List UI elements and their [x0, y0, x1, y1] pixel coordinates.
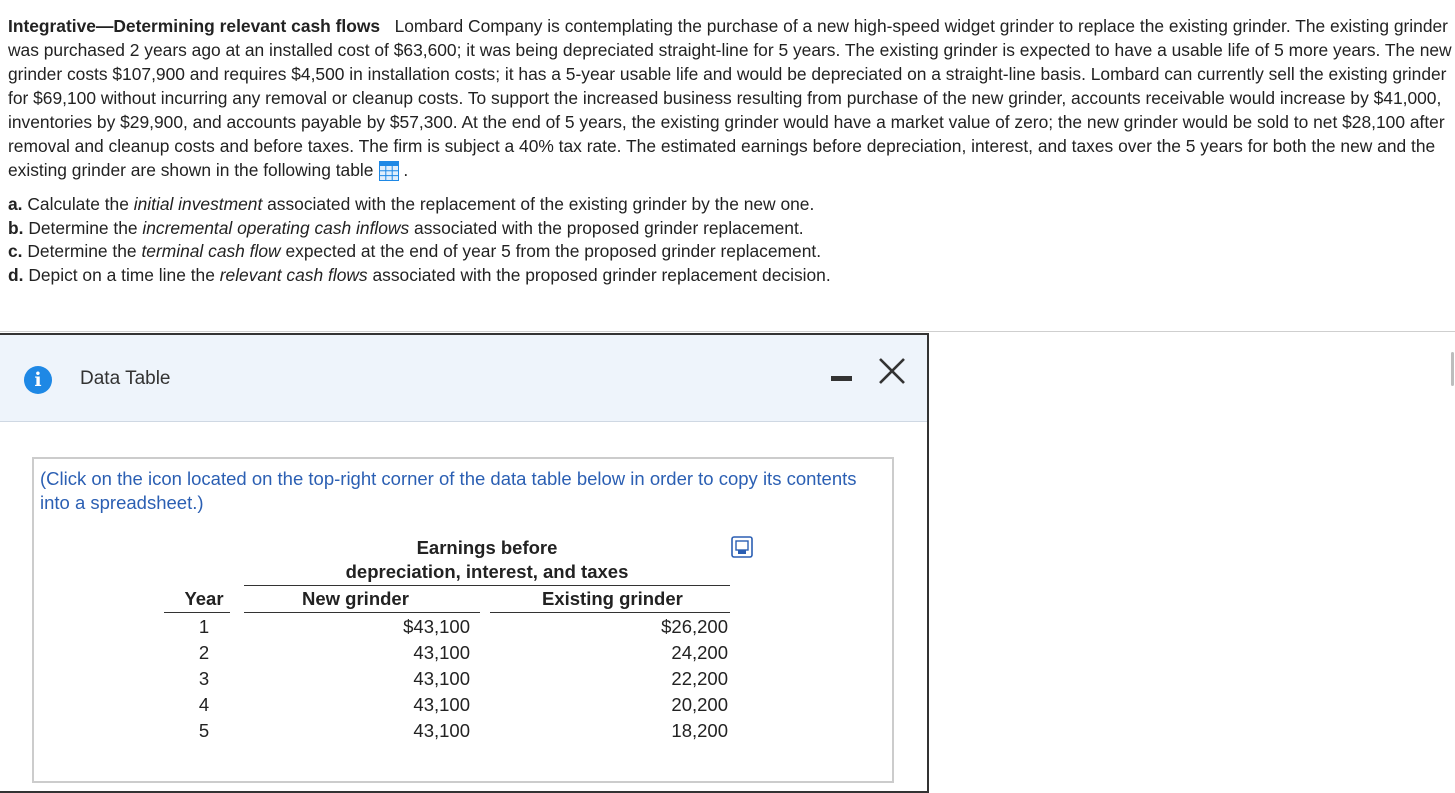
content-divider	[0, 331, 1455, 332]
problem-title: Integrative—Determining relevant cash flows	[8, 16, 381, 36]
part-text: Calculate the	[27, 194, 129, 214]
part-text: Determine the	[28, 217, 138, 238]
part-emphasis: incremental operating cash inflows	[142, 217, 410, 238]
copy-to-spreadsheet-icon[interactable]	[731, 536, 753, 558]
data-table-container	[32, 457, 894, 783]
table-row	[34, 692, 894, 718]
data-table-dialog	[0, 333, 929, 793]
table-row	[34, 718, 894, 744]
scrollbar-thumb[interactable]	[1451, 352, 1454, 386]
cell-year: 3	[198, 668, 210, 689]
info-icon: i	[24, 366, 52, 394]
copy-instruction: (Click on the icon located on the top-right corner of the data table below in order to copy its contents into a spreadsheet.)	[40, 468, 857, 513]
cell-new-grinder: $43,100	[403, 616, 470, 637]
problem-body: Lombard Company is contemplating the purchase of a new high-speed widget grinder to replace the existing grinder. The existing grinder was purchased 2 years ago at an installed cost of $63,600; it was being depreciated straight-line for 5 years. The existing grinder is expected to have a usable life of 5 more years. The new grinder costs $107,900 and requires $4,500 in installation costs; it has a 5-year usable life and would be depreciated on a straight-line basis. Lombard can currently sell the existing grinder for $69,100 without incurring any removal or cleanup costs. To support the increased business resulting from purchase of the new grinder, accounts receivable would increase by $41,000, inventories by $29,900, and accounts payable by $57,300. At the end of 5 years, the existing grinder would have a market value of zero; the new grinder would be sold to net $28,100 after removal and cleanup costs and before taxes. The firm is subject a 40% tax rate. The estimated earnings before depreciation, interest, and taxes over the 5 years for both the new and the existing grinder are shown in the following table	[8, 16, 1452, 180]
part-emphasis: relevant cash flows	[219, 264, 368, 285]
cell-existing-grinder: 22,200	[671, 668, 728, 689]
trailing-period: .	[403, 160, 409, 180]
part-letter: b.	[8, 217, 24, 238]
close-button[interactable]	[876, 355, 908, 387]
part-b	[8, 217, 1453, 241]
part-emphasis: terminal cash flow	[141, 241, 281, 261]
column-header-year: Year	[184, 588, 224, 609]
part-text: expected at the end of year 5 from the proposed grinder replacement.	[285, 241, 822, 261]
group-header-line1: Earnings before	[416, 537, 558, 558]
cell-year: 2	[198, 642, 210, 663]
part-text: associated with the replacement of the existing grinder by the new one.	[267, 194, 815, 214]
close-icon	[876, 355, 908, 387]
cell-new-grinder: 43,100	[413, 694, 470, 715]
cell-new-grinder: 43,100	[413, 720, 470, 741]
part-text: associated with the proposed grinder replacement decision.	[372, 264, 831, 285]
part-text: Determine the	[27, 241, 137, 261]
column-header-existing-grinder: Existing grinder	[542, 588, 683, 609]
part-a	[8, 193, 1453, 217]
part-letter: c.	[8, 241, 23, 261]
table-body	[34, 614, 894, 744]
group-header	[244, 536, 730, 584]
minimize-icon	[831, 376, 852, 381]
problem-paragraph	[8, 14, 1453, 187]
cell-existing-grinder: 18,200	[671, 720, 728, 741]
part-text: Depict on a time line the	[28, 264, 215, 285]
group-header-rule	[244, 585, 730, 586]
column-rule	[244, 612, 480, 613]
minimize-button[interactable]	[829, 372, 853, 386]
part-c	[8, 240, 1453, 264]
table-grid-icon[interactable]	[379, 161, 399, 187]
dialog-header	[0, 335, 927, 422]
part-letter: d.	[8, 264, 24, 285]
part-d	[8, 264, 1453, 288]
cell-year: 5	[198, 720, 210, 741]
cell-new-grinder: 43,100	[413, 668, 470, 689]
part-text: associated with the proposed grinder replacement.	[414, 217, 804, 238]
column-rule	[490, 612, 730, 613]
table-row	[34, 614, 894, 640]
column-header-new-grinder: New grinder	[302, 588, 409, 609]
cell-new-grinder: 43,100	[413, 642, 470, 663]
table-row	[34, 640, 894, 666]
cell-existing-grinder: 20,200	[671, 694, 728, 715]
column-rule	[164, 612, 230, 613]
group-header-line2: depreciation, interest, and taxes	[345, 561, 629, 582]
cell-existing-grinder: $26,200	[661, 616, 728, 637]
part-letter: a.	[8, 194, 23, 214]
part-emphasis: initial investment	[133, 194, 263, 214]
problem-statement	[8, 14, 1453, 287]
question-parts	[8, 193, 1453, 287]
dialog-title: Data Table	[80, 368, 171, 389]
cell-existing-grinder: 24,200	[671, 642, 728, 663]
cell-year: 1	[198, 616, 210, 637]
table-row	[34, 666, 894, 692]
cell-year: 4	[198, 694, 210, 715]
